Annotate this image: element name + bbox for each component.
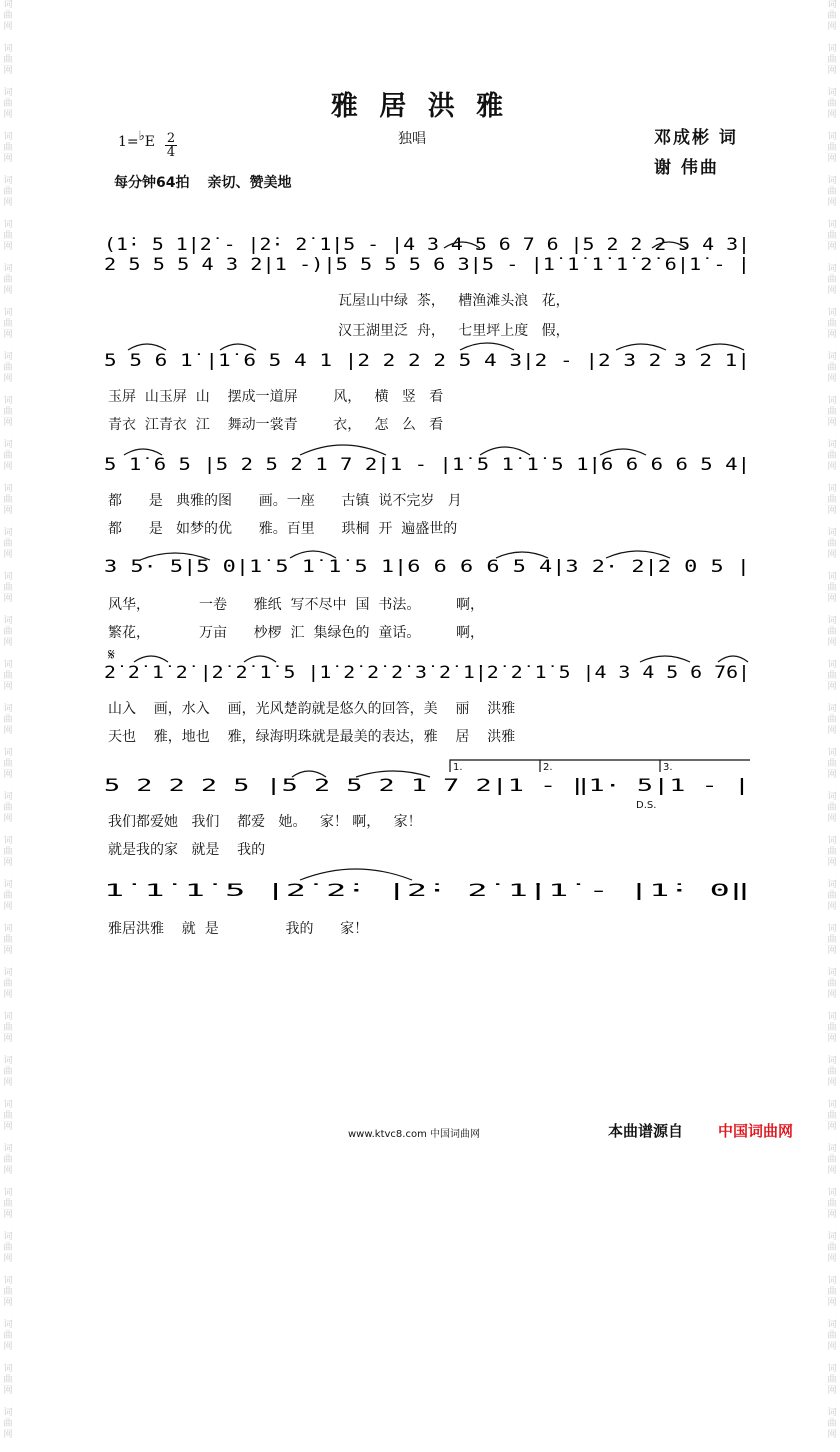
watermark-char: 词 — [827, 484, 837, 494]
watermark-char: 词 — [3, 352, 13, 362]
watermark-char: 网 — [827, 506, 837, 516]
watermark-char: 词 — [3, 264, 13, 274]
watermark-char: 曲 — [3, 1111, 13, 1121]
watermark-char: 曲 — [3, 891, 13, 901]
watermark-char: 曲 — [827, 1331, 837, 1341]
watermark-char: 曲 — [827, 187, 837, 197]
watermark-char: 网 — [3, 682, 13, 692]
watermark-char: 词 — [3, 1364, 13, 1374]
watermark-char: 词 — [827, 176, 837, 186]
composer: 谢 伟曲 — [654, 158, 719, 178]
volta-bracket — [450, 760, 540, 772]
watermark-char: 曲 — [3, 187, 13, 197]
watermark-char: 网 — [827, 330, 837, 340]
lyric-line: 就是我的家 就是 我的 — [108, 842, 266, 858]
watermark-char: 曲 — [3, 1375, 13, 1385]
flat-sign: ♭ — [138, 129, 145, 144]
watermark-char: 词 — [3, 0, 13, 10]
watermark-char: 网 — [3, 1254, 13, 1264]
watermark-char: 词 — [827, 704, 837, 714]
watermark-char: 曲 — [827, 1023, 837, 1033]
watermark-char: 曲 — [3, 55, 13, 65]
watermark-char: 网 — [3, 286, 13, 296]
watermark-char: 曲 — [3, 671, 13, 681]
watermark-char: 词 — [3, 1188, 13, 1198]
watermark-char: 曲 — [827, 55, 837, 65]
watermark-char: 曲 — [827, 627, 837, 637]
watermark-char: 词 — [3, 1100, 13, 1110]
slur — [244, 656, 276, 662]
slur — [480, 447, 530, 455]
watermark-char: 曲 — [3, 319, 13, 329]
watermark-char: 网 — [3, 1078, 13, 1088]
watermark-char: 网 — [3, 858, 13, 868]
footer-site-name: 中国词曲网 — [718, 1122, 794, 1140]
watermark-char: 网 — [3, 66, 13, 76]
watermark-char: 网 — [827, 286, 837, 296]
watermark-char: 网 — [3, 1166, 13, 1176]
lyric-line: 瓦屋山中绿 茶， 槽渔滩头浪 花， — [338, 293, 570, 309]
watermark-char: 词 — [827, 308, 837, 318]
watermark-char: 网 — [3, 154, 13, 164]
performance-type: 独唱 — [398, 131, 426, 147]
footer-url: www.ktvc8.com 中国词曲网 — [348, 1129, 481, 1140]
watermark-char: 曲 — [827, 99, 837, 109]
watermark-char: 曲 — [3, 143, 13, 153]
footer-source-label: 本曲谱源自 — [608, 1122, 684, 1140]
watermark-char: 曲 — [3, 1331, 13, 1341]
slur — [134, 656, 168, 662]
watermark-char: 曲 — [3, 715, 13, 725]
watermark-char: 网 — [827, 1298, 837, 1308]
watermark-char: 词 — [3, 792, 13, 802]
watermark-char: 曲 — [3, 451, 13, 461]
watermark-char: 网 — [3, 1034, 13, 1044]
watermark-char: 曲 — [3, 1419, 13, 1429]
watermark-char: 网 — [827, 154, 837, 164]
watermark-char: 网 — [827, 1034, 837, 1044]
lyric-line: 天也 雅，地也 雅，绿海明珠就是最美的表达，雅 居 洪雅 — [108, 729, 516, 745]
watermark-char: 网 — [827, 726, 837, 736]
watermark-char: 网 — [827, 858, 837, 868]
watermark-char: 曲 — [827, 451, 837, 461]
watermark-char: 曲 — [827, 759, 837, 769]
key-prefix: 1= — [118, 134, 139, 150]
watermark-char: 词 — [827, 88, 837, 98]
watermark-char: 曲 — [3, 1067, 13, 1077]
watermark-char: 网 — [827, 242, 837, 252]
watermark-char: 词 — [827, 440, 837, 450]
watermark-char: 网 — [827, 550, 837, 560]
watermark-char: 曲 — [827, 11, 837, 21]
watermark-char: 词 — [3, 1144, 13, 1154]
watermark-char: 网 — [3, 1298, 13, 1308]
watermark-char: 网 — [3, 726, 13, 736]
tempo-bpm: 每分钟64拍 — [114, 175, 190, 191]
slur — [640, 656, 690, 662]
watermark-char: 网 — [827, 814, 837, 824]
watermark-char: 曲 — [827, 979, 837, 989]
watermark-char: 网 — [3, 594, 13, 604]
slur — [300, 445, 386, 455]
watermark-char: 曲 — [3, 11, 13, 21]
watermark-char: 曲 — [827, 363, 837, 373]
watermark-char: 词 — [827, 660, 837, 670]
song-title: 雅 居 洪 雅 — [330, 91, 510, 122]
watermark-char: 网 — [827, 418, 837, 428]
slur — [220, 344, 256, 350]
watermark-char: 曲 — [3, 275, 13, 285]
watermark-char: 词 — [827, 264, 837, 274]
slur — [300, 869, 412, 880]
lyric-line: 繁花， 万亩 杪椤 汇 集绿色的 童话。 啊， — [108, 625, 484, 641]
lyric-line: 玉屏 山玉屏 山 摆成一道屏 风， 横 竖 看 — [108, 389, 444, 405]
lyricist: 邓成彬 词 — [654, 128, 738, 148]
watermark-char: 词 — [3, 440, 13, 450]
watermark-char: 曲 — [3, 99, 13, 109]
watermark-char: 曲 — [827, 847, 837, 857]
watermark-char: 词 — [3, 1056, 13, 1066]
watermark-char: 词 — [827, 924, 837, 934]
slur — [460, 343, 514, 350]
watermark-char: 词 — [827, 44, 837, 54]
watermark-char: 曲 — [827, 891, 837, 901]
slur — [696, 344, 744, 350]
score-row: 5 1̇ 6 5 |5 2 5 2 1 7 2|1 - |1̇ 5 1̇ 1̇ 5 1̇|6 6 6 6 5 4| — [104, 455, 750, 475]
watermark-char: 词 — [3, 88, 13, 98]
watermark-char: 词 — [3, 748, 13, 758]
watermark-char: 曲 — [827, 1199, 837, 1209]
watermark-char: 网 — [3, 946, 13, 956]
watermark-char: 曲 — [827, 231, 837, 241]
watermark-char: 网 — [827, 1210, 837, 1220]
watermark-char: 曲 — [3, 1199, 13, 1209]
watermark-char: 词 — [3, 880, 13, 890]
watermark-char: 曲 — [827, 1419, 837, 1429]
watermark-char: 词 — [3, 308, 13, 318]
watermark-char: 词 — [827, 1056, 837, 1066]
watermark-char: 词 — [827, 132, 837, 142]
watermark-char: 网 — [3, 770, 13, 780]
watermark-char: 词 — [827, 1364, 837, 1374]
watermark-char: 词 — [827, 1232, 837, 1242]
watermark-char: 词 — [3, 1232, 13, 1242]
lyric-line: 汉王湖里泛 舟， 七里坪上度 假， — [338, 323, 570, 339]
watermark-char: 词 — [3, 132, 13, 142]
lyric-line: 我们都爱她 我们 都爱 她。 家！ 啊， 家！ — [108, 814, 422, 830]
watermark-char: 网 — [3, 1386, 13, 1396]
watermark-char: 曲 — [827, 803, 837, 813]
lyric-line: 都 是 如梦的优 雅。百里 珙桐 开 遍盛世的 — [108, 521, 458, 537]
watermark-char: 词 — [827, 1408, 837, 1418]
watermark-char: 网 — [3, 1210, 13, 1220]
lyric-line: 山入 画，水入 画，光风楚韵就是悠久的回答，美 丽 洪雅 — [108, 701, 516, 717]
watermark-char: 曲 — [3, 407, 13, 417]
watermark-char: 词 — [827, 352, 837, 362]
watermark-char: 词 — [3, 1012, 13, 1022]
score-row: 3 5· 5|5 0|1̇ 5 1̇ 1̇ 5 1̇|6 6 6 6 5 4|3 2· 2|2 0 5 | — [104, 557, 750, 577]
watermark-char: 词 — [3, 616, 13, 626]
watermark-char: 词 — [827, 1320, 837, 1330]
watermark-char: 词 — [827, 616, 837, 626]
watermark-char: 词 — [827, 0, 837, 10]
watermark-char: 网 — [3, 814, 13, 824]
score-row: 5 2 2 2 5 |5 2 5 2 1 7 2|1 - ‖1· 5|1 - | — [104, 776, 750, 796]
watermark-char: 网 — [827, 1122, 837, 1132]
watermark-char: 词 — [827, 528, 837, 538]
watermark-char: 网 — [827, 638, 837, 648]
score-row: 1̇ 1̇ 1̇ 5 |2̇ 2̇· |2̇· 2̇ 1̇|1̇ - |1̇· 0‖ — [104, 881, 750, 901]
watermark-char: 词 — [3, 44, 13, 54]
watermark-char: 网 — [3, 638, 13, 648]
watermark-char: 词 — [3, 660, 13, 670]
watermark-char: 词 — [3, 484, 13, 494]
watermark-char: 曲 — [827, 1111, 837, 1121]
watermark-char: 曲 — [3, 847, 13, 857]
slur — [718, 656, 748, 662]
watermark-char: 网 — [3, 506, 13, 516]
watermark-char: 曲 — [827, 143, 837, 153]
watermark-char: 网 — [3, 198, 13, 208]
watermark-char: 网 — [827, 990, 837, 1000]
volta-number: 3. — [663, 762, 673, 773]
watermark-char: 曲 — [827, 1287, 837, 1297]
tempo-mood: 亲切、赞美地 — [207, 175, 292, 191]
watermark-char: 网 — [827, 1342, 837, 1352]
watermark-char: 网 — [3, 902, 13, 912]
score-row: 2 5 5 5 4 3 2|1 -)|5 5 5 5 6 3|5 - |1̇ 1̇ 1̇ 1̇ 2̇ 6|1̇ - | — [104, 255, 750, 275]
watermark-char: 曲 — [827, 319, 837, 329]
watermark-char: 网 — [827, 1386, 837, 1396]
watermark-char: 词 — [827, 1144, 837, 1154]
slur — [128, 344, 166, 350]
watermark-char: 词 — [827, 968, 837, 978]
watermark-char: 网 — [827, 946, 837, 956]
lyric-line: 雅居洪雅 就 是 我的 家！ — [108, 921, 369, 937]
watermark-char: 词 — [3, 1408, 13, 1418]
watermark-char: 网 — [827, 66, 837, 76]
watermark-char: 网 — [3, 418, 13, 428]
score-row: 5 5 6 1̇ |1̇ 6 5 4 1 |2 2 2 2 5 4 3|2 - |2 3 2 3 2 1| — [104, 351, 750, 371]
volta-number: 1. — [453, 762, 463, 773]
watermark-char: 网 — [3, 22, 13, 32]
lyric-line: 青衣 江青衣 江 舞动一裳青 衣， 怎 么 看 — [108, 417, 444, 433]
watermark-char: 曲 — [827, 407, 837, 417]
watermark-char: 网 — [3, 1122, 13, 1132]
watermark-char: 网 — [3, 990, 13, 1000]
lyric-line: 都 是 典雅的图 画。一座 古镇 说不完岁 月 — [108, 493, 462, 509]
watermark-char: 网 — [827, 1430, 837, 1440]
watermark-char: 网 — [827, 22, 837, 32]
watermark-char: 曲 — [3, 1155, 13, 1165]
watermark-char: 曲 — [827, 583, 837, 593]
watermark-char: 网 — [827, 1078, 837, 1088]
watermark-char: 词 — [3, 968, 13, 978]
slur — [616, 344, 666, 350]
score-row: 2̇ 2̇ 1̇ 2̇ |2̇ 2̇ 1̇ 5 |1̇ 2̇ 2̇ 2̇ 3̇ 2̇ 1̇|2̇ 2̇ 1̇ 5 |4 3 4 5 6 76| — [104, 663, 750, 683]
watermark-char: 词 — [827, 880, 837, 890]
watermark-char: 曲 — [827, 1155, 837, 1165]
watermark-char: 词 — [827, 792, 837, 802]
watermark-char: 词 — [3, 704, 13, 714]
watermark-char: 曲 — [3, 979, 13, 989]
watermark-char: 网 — [3, 1342, 13, 1352]
watermark-char: 曲 — [827, 715, 837, 725]
volta-number: 2. — [543, 762, 553, 773]
watermark-char: 网 — [827, 462, 837, 472]
watermark-char: 曲 — [827, 671, 837, 681]
ds-marking: D.S. — [636, 800, 657, 811]
watermark-char: 网 — [827, 198, 837, 208]
watermark-char: 词 — [3, 836, 13, 846]
watermark-char: 网 — [3, 550, 13, 560]
watermark-char: 网 — [3, 462, 13, 472]
watermark-char: 网 — [827, 682, 837, 692]
watermark-char: 词 — [827, 836, 837, 846]
segno-sign: 𝄋 — [108, 645, 115, 664]
watermark-char: 曲 — [3, 759, 13, 769]
watermark-char: 词 — [3, 220, 13, 230]
watermark-char: 词 — [827, 1188, 837, 1198]
watermark-char: 曲 — [827, 1067, 837, 1077]
watermark-char: 网 — [3, 330, 13, 340]
watermark-char: 网 — [827, 110, 837, 120]
watermark-char: 曲 — [3, 627, 13, 637]
watermark-char: 曲 — [3, 495, 13, 505]
watermark-char: 网 — [827, 374, 837, 384]
watermark-char: 曲 — [3, 363, 13, 373]
watermark-char: 曲 — [3, 803, 13, 813]
watermark-char: 曲 — [3, 935, 13, 945]
watermark-char: 曲 — [827, 495, 837, 505]
watermark-char: 曲 — [3, 583, 13, 593]
volta-bracket — [660, 760, 750, 772]
lyric-line: 风华， 一卷 雅纸 写不尽中 国 书法。 啊， — [108, 597, 484, 613]
watermark-char: 词 — [3, 396, 13, 406]
watermark-char: 曲 — [827, 935, 837, 945]
watermark-char: 网 — [827, 1254, 837, 1264]
time-bottom: 4 — [166, 145, 176, 160]
score-row: (1̇· 5 1̇|2̇ - |2̇· 2̇ 1̇|5 - |4 3 4 5 6 7 6 |5 2 2 2 5 4 3| — [104, 235, 750, 255]
watermark-char: 网 — [3, 1430, 13, 1440]
volta-bracket — [540, 760, 660, 772]
watermark-char: 网 — [3, 242, 13, 252]
watermark-char: 曲 — [3, 1287, 13, 1297]
watermark-char: 词 — [827, 1276, 837, 1286]
watermark-char: 词 — [3, 572, 13, 582]
watermark-char: 网 — [827, 594, 837, 604]
watermark-char: 词 — [3, 1276, 13, 1286]
watermark-char: 词 — [827, 572, 837, 582]
watermark-char: 曲 — [827, 539, 837, 549]
watermark-char: 曲 — [3, 1023, 13, 1033]
watermark-char: 词 — [3, 924, 13, 934]
watermark-char: 词 — [827, 1012, 837, 1022]
watermark-char: 曲 — [3, 1243, 13, 1253]
watermark-char: 词 — [3, 528, 13, 538]
watermark-char: 曲 — [3, 231, 13, 241]
watermark-char: 词 — [827, 748, 837, 758]
watermark-char: 曲 — [827, 275, 837, 285]
watermark-char: 曲 — [827, 1243, 837, 1253]
watermark-char: 词 — [827, 396, 837, 406]
time-top: 2 — [166, 131, 176, 146]
watermark-char: 曲 — [827, 1375, 837, 1385]
watermark-char: 网 — [827, 1166, 837, 1176]
watermark-char: 词 — [3, 1320, 13, 1330]
watermark-char: 曲 — [3, 539, 13, 549]
watermark-char: 网 — [3, 374, 13, 384]
watermark-char: 词 — [3, 176, 13, 186]
watermark-char: 词 — [827, 1100, 837, 1110]
watermark-char: 网 — [827, 902, 837, 912]
watermark-char: 网 — [827, 770, 837, 780]
key-note: E — [144, 134, 156, 150]
watermark-char: 词 — [827, 220, 837, 230]
watermark-char: 网 — [3, 110, 13, 120]
